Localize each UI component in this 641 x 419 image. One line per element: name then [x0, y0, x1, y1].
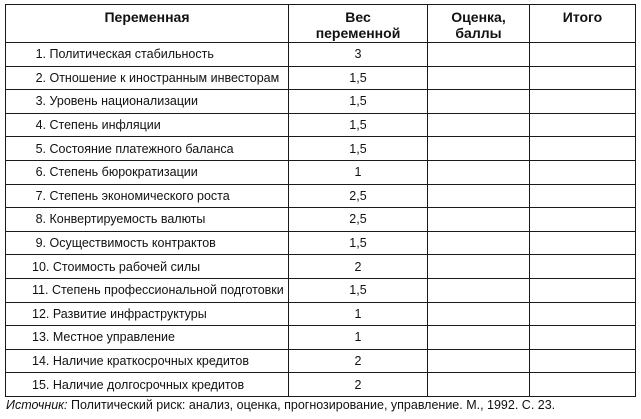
table-row	[6, 184, 636, 208]
total-cell	[530, 66, 636, 90]
risk-variables-table	[5, 4, 636, 397]
row-number: 9.	[35, 236, 46, 251]
row-number: 1.	[35, 47, 46, 62]
total-cell	[530, 160, 636, 184]
source-note	[6, 398, 555, 412]
weight-cell: 1	[289, 302, 428, 326]
total-cell	[530, 255, 636, 279]
variable-name: Уровень национализации	[49, 94, 198, 109]
score-cell	[428, 43, 530, 67]
variable-name: Степень профессиональной подготовки	[51, 283, 284, 298]
variable-name: Наличие долгосрочных кредитов	[52, 377, 245, 392]
variable-cell	[6, 255, 289, 279]
variable-cell	[6, 278, 289, 302]
variable-name: Развитие инфраструктуры	[52, 306, 207, 321]
score-cell	[428, 349, 530, 373]
score-cell	[428, 160, 530, 184]
row-number: 4.	[35, 118, 46, 133]
table-header-row	[6, 5, 636, 43]
variable-name: Отношение к иностранным инвесторам	[49, 70, 280, 85]
weight-cell: 1	[289, 326, 428, 350]
variable-cell	[6, 349, 289, 373]
weight-cell: 2	[289, 373, 428, 397]
variable-cell	[6, 231, 289, 255]
variable-name: Наличие краткосрочных кредитов	[52, 354, 249, 369]
score-cell	[428, 278, 530, 302]
total-cell	[530, 113, 636, 137]
variable-name: Местное управление	[52, 330, 175, 345]
weight-cell: 2	[289, 349, 428, 373]
row-number: 8.	[35, 212, 46, 227]
variable-cell	[6, 90, 289, 114]
weight-cell: 2,5	[289, 208, 428, 232]
score-cell	[428, 326, 530, 350]
header-total: Итого	[530, 5, 636, 43]
row-number: 11.	[32, 283, 49, 298]
table-row	[6, 302, 636, 326]
row-number: 10.	[32, 259, 50, 274]
weight-cell: 1,5	[289, 278, 428, 302]
table-row	[6, 66, 636, 90]
source-text: Политический риск: анализ, оценка, прогнозирование, управление. М., 1992. С. 23.	[67, 398, 556, 412]
score-cell	[428, 302, 530, 326]
total-cell	[530, 278, 636, 302]
total-cell	[530, 326, 636, 350]
row-number: 12.	[32, 306, 50, 321]
weight-cell: 2,5	[289, 184, 428, 208]
header-weight	[289, 5, 428, 43]
header-score-line1: Оценка,	[451, 9, 506, 25]
header-variable: Переменная	[6, 5, 289, 43]
table-row	[6, 349, 636, 373]
variable-cell	[6, 113, 289, 137]
score-cell	[428, 66, 530, 90]
row-number: 7.	[35, 188, 46, 203]
weight-cell: 1	[289, 160, 428, 184]
table-row	[6, 208, 636, 232]
table-row	[6, 90, 636, 114]
header-weight-line1: Вес	[345, 9, 371, 25]
table-row	[6, 160, 636, 184]
table-row	[6, 326, 636, 350]
total-cell	[530, 90, 636, 114]
score-cell	[428, 137, 530, 161]
score-cell	[428, 255, 530, 279]
variable-cell	[6, 326, 289, 350]
score-cell	[428, 373, 530, 397]
header-score-line2: баллы	[455, 25, 502, 41]
variable-name: Политическая стабильность	[49, 47, 214, 62]
row-number: 5.	[35, 141, 46, 156]
weight-cell: 2	[289, 255, 428, 279]
variable-name: Конвертируемость валюты	[49, 212, 206, 227]
table-row	[6, 137, 636, 161]
score-cell	[428, 90, 530, 114]
row-number: 15.	[32, 377, 50, 392]
variable-name: Осуществимость контрактов	[49, 236, 216, 251]
weight-cell: 1,5	[289, 137, 428, 161]
total-cell	[530, 43, 636, 67]
row-number: 13.	[32, 330, 50, 345]
source-label: Источник:	[6, 398, 68, 412]
table-body	[6, 43, 636, 397]
row-number: 6.	[35, 165, 46, 180]
variable-name: Степень экономического роста	[49, 188, 230, 203]
weight-cell: 1,5	[289, 66, 428, 90]
variable-cell	[6, 373, 289, 397]
row-number: 14.	[32, 354, 50, 369]
variable-cell	[6, 43, 289, 67]
variable-name: Стоимость рабочей силы	[52, 259, 201, 274]
variable-cell	[6, 184, 289, 208]
variable-cell	[6, 160, 289, 184]
table-row	[6, 113, 636, 137]
weight-cell: 1,5	[289, 113, 428, 137]
weight-cell: 1,5	[289, 231, 428, 255]
score-cell	[428, 113, 530, 137]
score-cell	[428, 231, 530, 255]
variable-cell	[6, 66, 289, 90]
variable-cell	[6, 208, 289, 232]
total-cell	[530, 373, 636, 397]
table-row	[6, 255, 636, 279]
header-score	[428, 5, 530, 43]
table-row	[6, 278, 636, 302]
score-cell	[428, 208, 530, 232]
weight-cell: 1,5	[289, 90, 428, 114]
variable-name: Состояние платежного баланса	[49, 141, 234, 156]
total-cell	[530, 231, 636, 255]
row-number: 3.	[35, 94, 46, 109]
variable-cell	[6, 137, 289, 161]
total-cell	[530, 349, 636, 373]
table-row	[6, 231, 636, 255]
total-cell	[530, 184, 636, 208]
total-cell	[530, 302, 636, 326]
variable-name: Степень бюрократизации	[49, 165, 198, 180]
weight-cell: 3	[289, 43, 428, 67]
total-cell	[530, 137, 636, 161]
variable-cell	[6, 302, 289, 326]
total-cell	[530, 208, 636, 232]
row-number: 2.	[35, 70, 46, 85]
score-cell	[428, 184, 530, 208]
variable-name: Степень инфляции	[49, 118, 161, 133]
header-weight-line2: переменной	[315, 25, 401, 41]
table-row	[6, 43, 636, 67]
table-row	[6, 373, 636, 397]
